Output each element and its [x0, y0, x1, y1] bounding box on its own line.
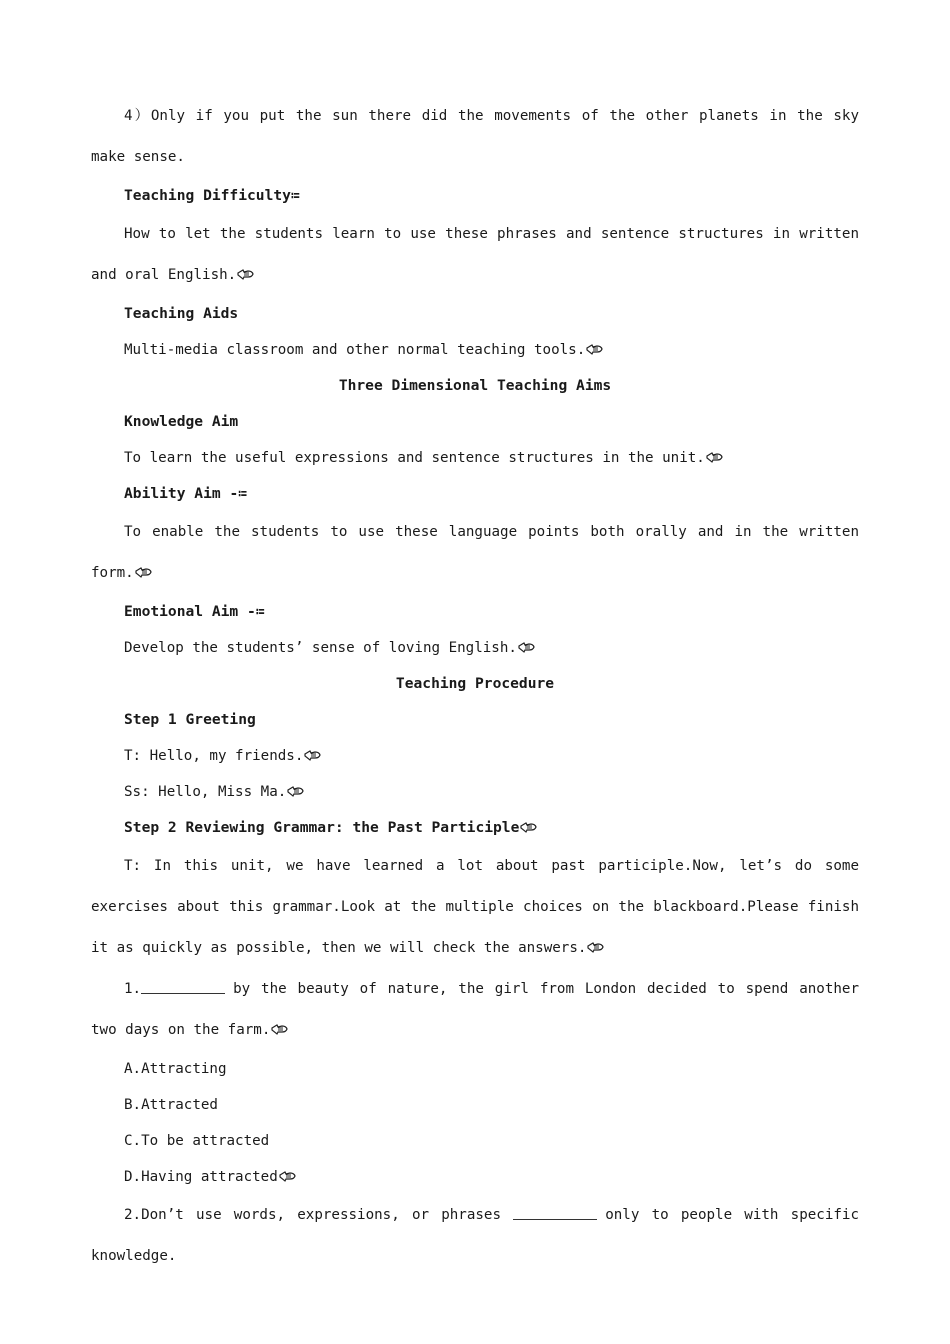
step2-heading: Step 2 Reviewing Grammar: the Past Participle [91, 810, 859, 846]
paragraph-mark-icon [586, 343, 604, 355]
option-c: C.To be attracted [124, 1133, 270, 1149]
step2-intro: T: In this unit, we have learned a lot about past participle.Now, let’s do some exercises about this grammar.Look at the multiple choices on the blackboard.Please finish it as quickly as possible, then we will check the answers. [91, 858, 859, 956]
paragraph-mark-icon: -≔ [229, 485, 248, 502]
aims-title: Three Dimensional Teaching Aims [338, 377, 612, 394]
section-heading-difficulty: Teaching Difficulty≔ [124, 187, 300, 204]
section-heading-ability: Ability Aim -≔ [124, 485, 248, 502]
paragraph-mark-icon [587, 941, 605, 953]
answer-blank [141, 981, 225, 994]
paragraph-mark-icon [271, 1023, 289, 1035]
paragraph-mark-icon [279, 1170, 297, 1182]
option-a: A.Attracting [124, 1061, 227, 1077]
aids-text: Multi-media classroom and other normal teaching tools. [91, 332, 859, 368]
answer-blank [513, 1207, 597, 1220]
option-d: D.Having attracted [91, 1159, 859, 1195]
paragraph-mark-icon: -≔ [247, 603, 265, 620]
question-1: 1. by the beauty of nature, the girl from London decided to spend another two days on the farm. [91, 981, 859, 1038]
paragraph-mark-icon [706, 451, 724, 463]
paragraph-mark-icon [304, 749, 322, 761]
paragraph-mark-icon [287, 785, 305, 797]
difficulty-text: How to let the students learn to use these phrases and sentence structures in written and oral English. [91, 226, 859, 283]
paragraph-mark-icon [518, 641, 536, 653]
section-heading-aids: Teaching Aids [124, 305, 239, 322]
option-b: B.Attracted [124, 1097, 218, 1113]
document-page [91, 96, 859, 1277]
ability-text: To enable the students to use these language points both orally and in the written form. [91, 524, 859, 581]
section-heading-knowledge: Knowledge Aim [124, 413, 239, 430]
paragraph-mark-icon [237, 268, 255, 280]
list-item-4: 4）Only if you put the sun there did the movements of the other planets in the sky make sense. [91, 108, 859, 165]
paragraph-mark-icon: ≔ [290, 187, 300, 204]
dialogue-line: T: Hello, my friends. [91, 738, 859, 774]
emotional-text: Develop the students’ sense of loving English. [91, 630, 859, 666]
section-heading-emotional: Emotional Aim -≔ [124, 603, 265, 620]
procedure-title: Teaching Procedure [395, 675, 555, 692]
question-2: 2.Don’t use words, expressions, or phrases only to people with specific knowledge. [91, 1207, 859, 1264]
step1-heading: Step 1 Greeting [124, 711, 256, 728]
paragraph-mark-icon [520, 821, 538, 833]
paragraph-mark-icon [135, 566, 153, 578]
knowledge-text: To learn the useful expressions and sentence structures in the unit. [91, 440, 859, 476]
dialogue-line: Ss: Hello, Miss Ma. [91, 774, 859, 810]
